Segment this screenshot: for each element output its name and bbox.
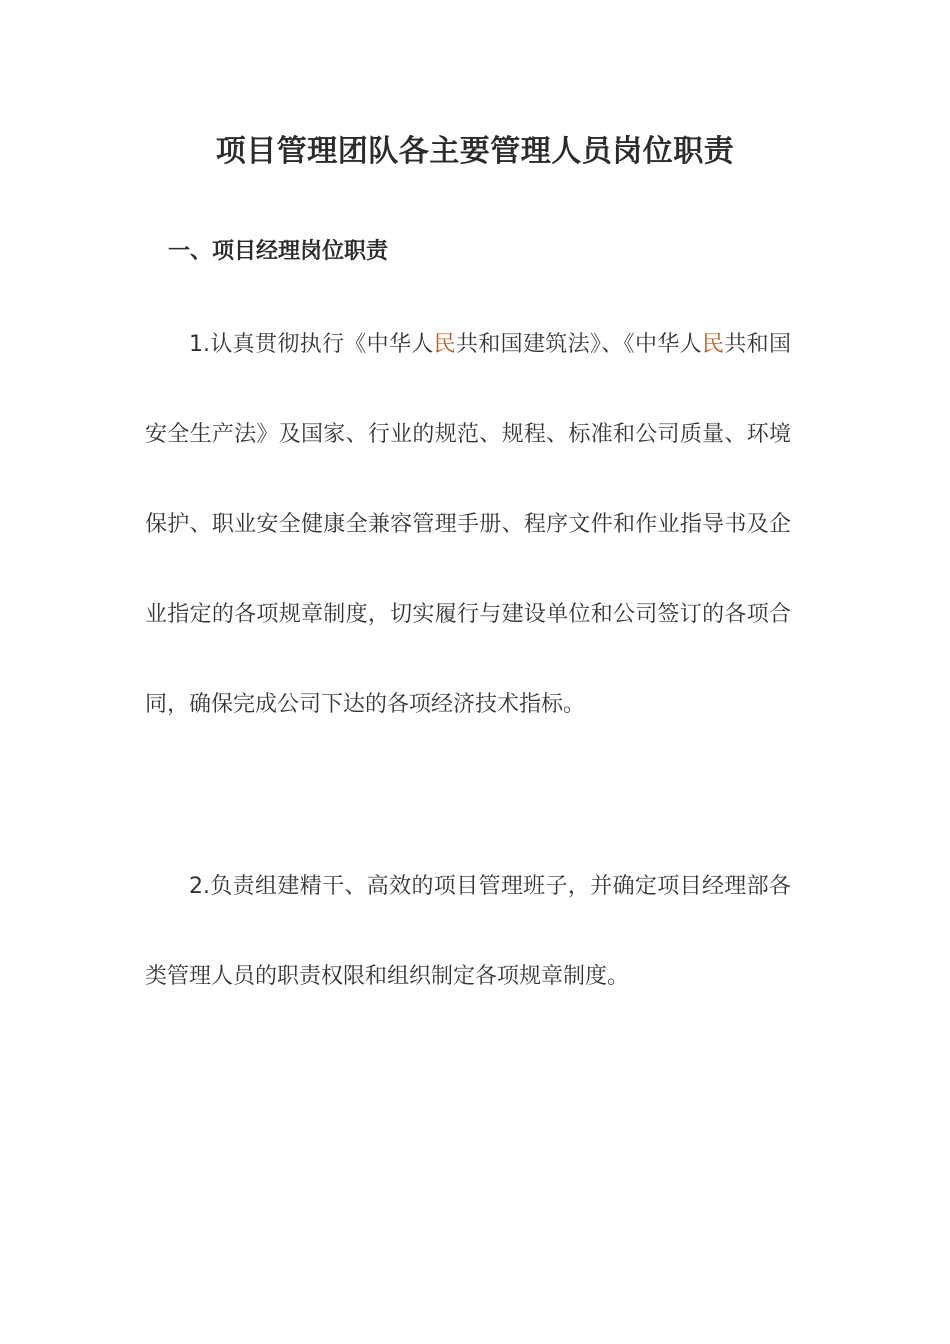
highlighted-character: 民 (701, 332, 725, 357)
document-title: 项目管理团队各主要管理人员岗位职责 (215, 134, 735, 169)
highlighted-character: 民 (433, 332, 456, 357)
paragraph-1-text-b: 共和国建筑法》、《中华人 (455, 332, 702, 357)
paragraph-1-text-c: 共和国安全生产法》及国家、行业的规范、规程、标准和公司质量、环境保护、职业安全健康全兼容管理手册、程序文件和作业指导书及企业指定的各项规章制度，切实履行与建设单位和公司签订的各项合同，确保完成公司下达的各项经济技术指标。 (145, 332, 791, 717)
paragraph-1-text-a: 1.认真贯彻执行《中华人 (189, 332, 434, 357)
section-heading: 一、项目经理岗位职责 (168, 239, 389, 264)
paragraph-1 (145, 300, 791, 750)
paragraph-2: 2.负责组建精干、高效的项目管理班子，并确定项目经理部各类管理人员的职责权限和组织制定各项规章制度。 (145, 874, 791, 989)
